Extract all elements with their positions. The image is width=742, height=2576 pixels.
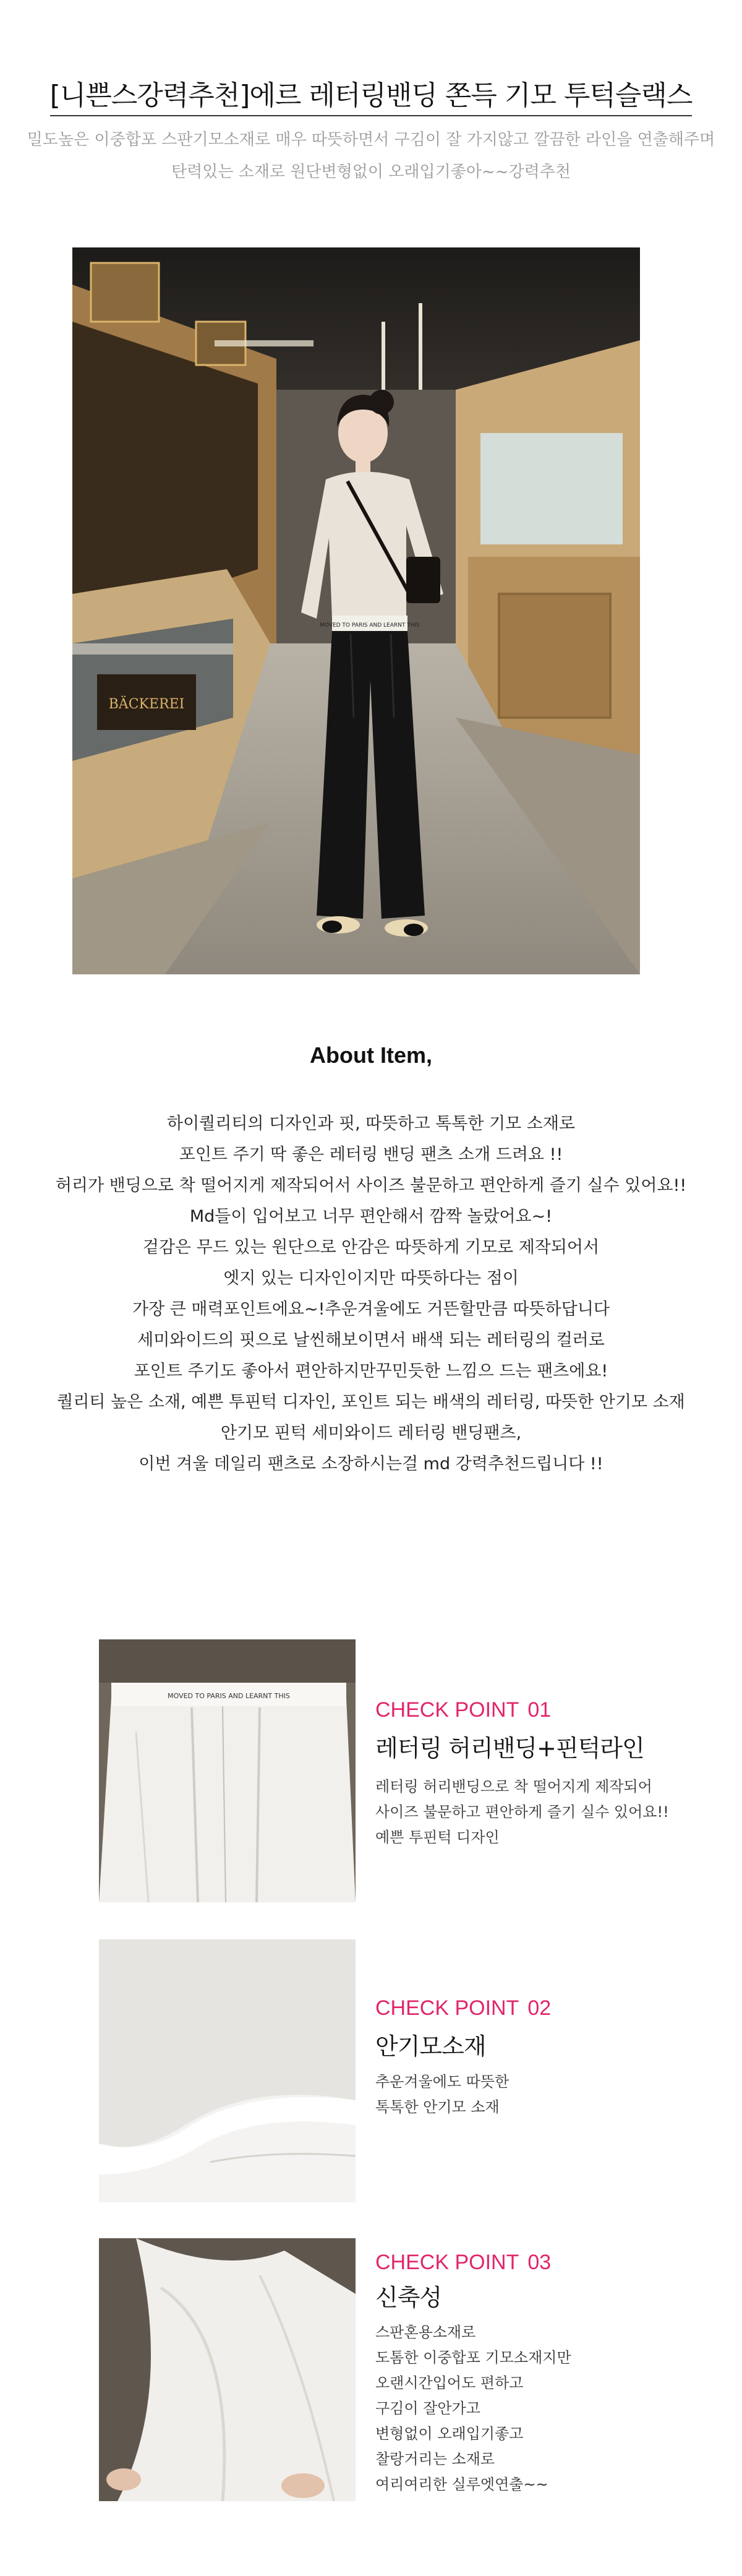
waistband-lettering: MOVED TO PARIS AND LEARNT THIS — [168, 1692, 290, 1700]
check-point-label: CHECK POINT 02 — [375, 1996, 552, 2020]
check-point-line: 오랜시간입어도 편하고 — [375, 2374, 524, 2392]
about-description — [0, 1109, 742, 1480]
model-photo-illustration — [72, 247, 640, 974]
check-point-line: 변형없이 오래입기좋고 — [375, 2425, 524, 2442]
check-point-line: 사이즈 불문하고 편안하게 즐기 실수 있어요!! — [375, 1803, 669, 1821]
check-point-02-photo — [99, 1939, 356, 2202]
check-point-text — [375, 2069, 509, 2120]
bakery-sign-text: BÄCKEREI — [108, 697, 185, 712]
check-point-text — [375, 1774, 669, 1850]
check-point-heading: 레터링 허리밴딩+핀턱라인 — [375, 1735, 644, 1762]
check-point-line: 스판혼용소재로 — [375, 2324, 476, 2341]
description-line: 엣지 있는 디자인이지만 따뜻하다는 점이 — [223, 1269, 519, 1288]
check-point-line: 찰랑거리는 소재로 — [375, 2450, 495, 2468]
description-line: 이번 겨울 데일리 팬츠로 소장하시는걸 md 강력추천드립니다 !! — [139, 1454, 603, 1474]
description-line: Md들이 입어보고 너무 편안해서 깜짝 놀랐어요~! — [189, 1207, 553, 1226]
check-point-label: CHECK POINT 03 — [375, 2251, 552, 2274]
check-point-line: 추운겨울에도 따뜻한 — [375, 2073, 510, 2090]
subtitle-line: 탄력있는 소재로 원단변형없이 오래입기좋아~~강력추천 — [171, 163, 571, 181]
description-line: 세미와이드의 핏으로 날씬해보이면서 배색 되는 레터링의 컬러로 — [137, 1331, 605, 1350]
product-title: [니쁜스강력추천]에르 레터링밴딩 쫀득 기모 투턱슬랙스 — [0, 73, 742, 113]
subtitle-line: 밀도높은 이중합포 스판기모소재로 매우 따뜻하면서 구김이 잘 가지않고 깔끔한 라인을 연출해주며 — [27, 131, 715, 149]
hero-waistband-text: MOVED TO PARIS AND LEARNT THIS — [320, 622, 420, 629]
check-point-text — [375, 2320, 571, 2497]
description-line: 안기모 핀턱 세미와이드 레터링 밴딩팬츠, — [220, 1423, 522, 1443]
check-point-line: 레터링 허리밴딩으로 착 떨어지게 제작되어 — [375, 1778, 652, 1795]
check-point-line: 구김이 잘안가고 — [375, 2400, 480, 2417]
check-point-03 — [99, 2238, 717, 2501]
check-point-line: 여리여리한 실루엣연출~~ — [375, 2476, 548, 2493]
hero-photo — [72, 247, 640, 974]
description-line: 포인트 주기 딱 좋은 레터링 밴딩 팬츠 소개 드려요 !! — [179, 1145, 563, 1164]
description-line: 하이퀄리티의 디자인과 핏, 따뜻하고 톡톡한 기모 소재로 — [167, 1114, 575, 1133]
check-point-line: 도톰한 이중합포 기모소재지만 — [375, 2349, 571, 2366]
description-line: 겉감은 무드 있는 원단으로 안감은 따뜻하게 기모로 제작되어서 — [142, 1238, 600, 1257]
check-point-heading: 안기모소재 — [375, 2033, 486, 2060]
product-subtitle — [0, 124, 742, 188]
check-point-02 — [99, 1939, 717, 2202]
check-point-01 — [99, 1639, 717, 1902]
check-point-label: CHECK POINT 01 — [375, 1698, 552, 1722]
description-line: 허리가 밴딩으로 착 떨어지게 제작되어서 사이즈 불문하고 편안하게 즐기 실수 있어요!! — [55, 1176, 687, 1195]
check-point-03-photo — [99, 2238, 356, 2501]
description-line: 퀄리티 높은 소재, 예쁜 투핀턱 디자인, 포인트 되는 배색의 레터링, 따뜻한 안기모 소재 — [57, 1393, 685, 1412]
check-point-line: 예쁜 투핀턱 디자인 — [375, 1829, 500, 1846]
description-line: 포인트 주기도 좋아서 편안하지만꾸민듯한 느낌으 드는 팬츠에요! — [134, 1362, 608, 1381]
check-point-line: 톡톡한 안기모 소재 — [375, 2098, 500, 2116]
description-line: 가장 큰 매력포인트에요~!추운겨울에도 거뜬할만큼 따뜻하답니다 — [132, 1300, 610, 1319]
check-point-01-photo — [99, 1639, 356, 1902]
about-item-title: About Item, — [310, 1042, 432, 1068]
check-point-heading: 신축성 — [375, 2284, 442, 2311]
